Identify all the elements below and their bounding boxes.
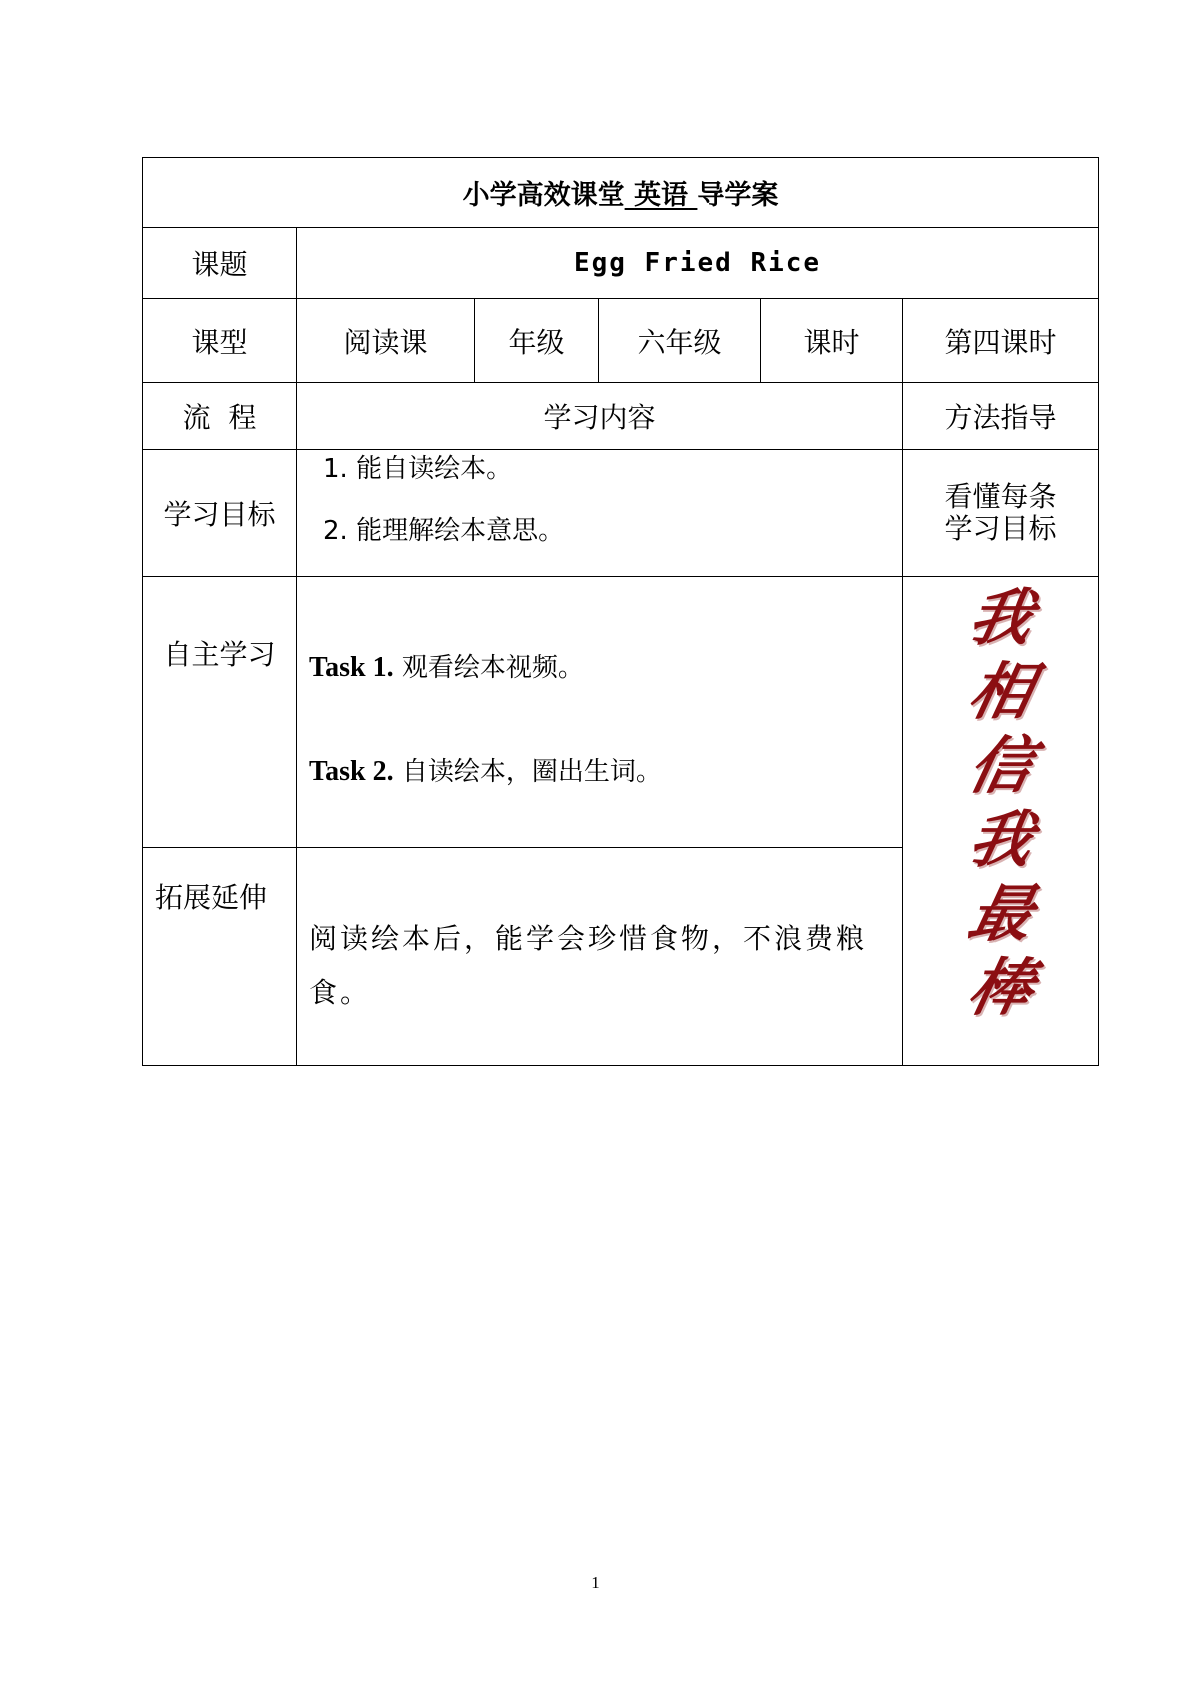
motto-slogan: [903, 581, 1098, 1025]
period-label: 课时: [761, 299, 903, 383]
title-suffix: 导学案: [697, 180, 779, 211]
lesson-plan-table: [142, 157, 1099, 1066]
period-value: 第四课时: [903, 299, 1099, 383]
goals-row: [143, 450, 1099, 577]
goal-item: 2. 能理解绘本意思。: [323, 516, 565, 546]
extension-text: 阅读绘本后，能学会珍惜食物，不浪费粮食。: [297, 848, 903, 1066]
self-study-label: 自主学习: [143, 577, 297, 848]
flow-label: 流 程: [143, 383, 297, 450]
type-row: [143, 299, 1099, 383]
goals-label: 学习目标: [143, 450, 297, 577]
type-value: 阅读课: [297, 299, 475, 383]
grade-label: 年级: [475, 299, 599, 383]
method-line: 学习目标: [944, 512, 1057, 545]
motto-char: 信: [961, 729, 1040, 802]
title-subject: 英语: [634, 180, 689, 211]
topic-row: [143, 228, 1099, 299]
content-header: 学习内容: [297, 383, 903, 450]
task-item: Task 2. 自读绘本，圈出生词。: [309, 756, 662, 787]
task-item: Task 1. 观看绘本视频。: [309, 652, 584, 683]
method-header: 方法指导: [903, 383, 1099, 450]
goals-list: [297, 450, 903, 577]
motto-char: 我: [961, 803, 1040, 876]
motto-cell: [903, 577, 1099, 1066]
topic-value: Egg Fried Rice: [297, 228, 1099, 299]
title-row: [143, 158, 1099, 228]
method-line: 看懂每条: [944, 480, 1057, 513]
extension-label: 拓展延伸: [143, 848, 297, 1066]
motto-char: 最: [961, 877, 1040, 950]
topic-label: 课题: [143, 228, 297, 299]
goals-method: [903, 450, 1099, 577]
goal-item: 1. 能自读绘本。: [323, 454, 513, 484]
document-title: [143, 158, 1099, 228]
flow-row: [143, 383, 1099, 450]
self-study-tasks: [297, 577, 903, 848]
motto-char: 棒: [961, 951, 1040, 1024]
title-prefix: 小学高效课堂: [462, 180, 625, 211]
page-number: 1: [591, 1573, 600, 1592]
type-label: 课型: [143, 299, 297, 383]
grade-value: 六年级: [599, 299, 761, 383]
self-study-row: [143, 577, 1099, 848]
motto-char: 我: [961, 581, 1040, 654]
motto-char: 相: [961, 655, 1040, 728]
